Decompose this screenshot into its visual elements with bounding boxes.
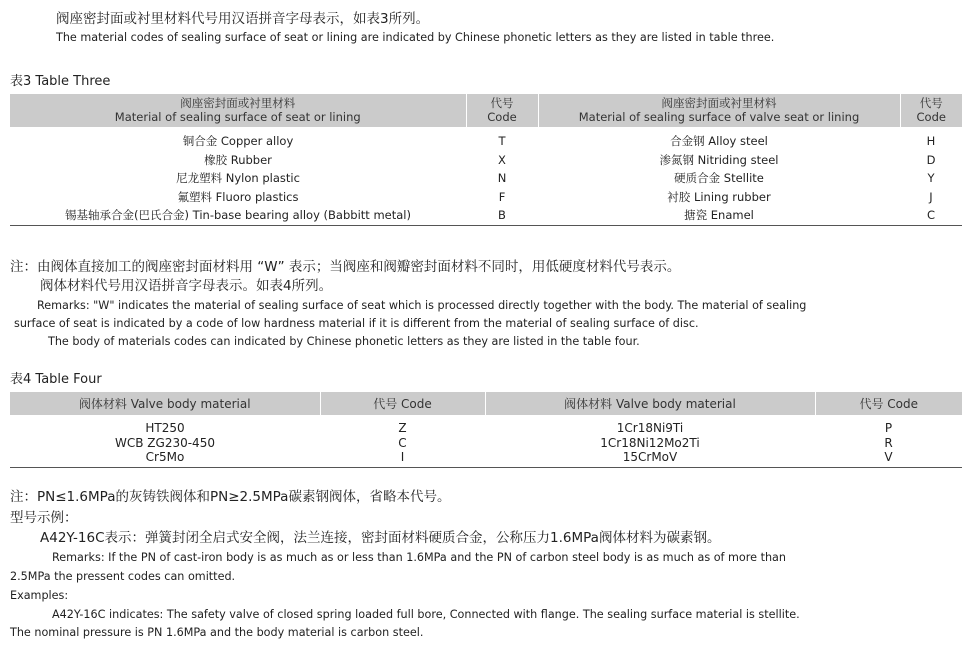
table3-header-material (10, 94, 466, 127)
header-en: Material of sealing surface of seat or lining (114, 110, 361, 124)
table-cell: 橡胶 Rubber (204, 152, 272, 167)
table3 (10, 94, 962, 226)
table-cell: T (498, 134, 506, 148)
table3-header-code-2 (900, 94, 962, 127)
table-row (10, 436, 962, 451)
table-cell: X (498, 152, 506, 167)
table-row (10, 450, 962, 467)
table-row (10, 206, 962, 225)
header-zh: 阀座密封面或衬里材料 (180, 96, 296, 110)
note1-en-line1: Remarks: "W" indicates the material of sealing surface of seat which is processed directly together with the body. The material of sealing (37, 299, 807, 312)
table-cell: N (497, 171, 507, 186)
intro-en: The material codes of sealing surface of seat or lining are indicated by Chinese phonetic letters as they are listed in table three. (56, 31, 775, 44)
table4-header (10, 392, 962, 415)
table-cell: Z (398, 421, 407, 435)
header-zh: 代号 (919, 96, 943, 110)
table-cell: Cr5Mo (145, 450, 185, 464)
example-en-line1: A42Y-16C indicates: The safety valve of closed spring loaded full bore, Connected with flange. The sealing surface material is stellite. (52, 608, 800, 621)
table-row (10, 151, 962, 170)
table-cell: Y (927, 171, 935, 186)
table-row (10, 188, 962, 207)
table3-header-material-2 (538, 94, 900, 127)
note1-en-line2: surface of seat is indicated by a code of low hardness material if it is different from the material of sealing surface of disc. (14, 317, 699, 330)
table-cell: D (926, 152, 936, 167)
note1-zh-line2: 阀体材料代号用汉语拼音字母表示。如表4所列。 (40, 278, 333, 294)
table-cell: 衬胶 Lining rubber (667, 189, 771, 204)
table-cell: 合金钢 Alloy steel (670, 134, 768, 148)
table-cell: WCB ZG230-450 (115, 435, 215, 450)
table3-title: 表3 Table Three (10, 74, 111, 89)
table-cell: V (884, 450, 893, 464)
table-cell: 氟塑料 Fluoro plastics (177, 189, 299, 204)
header-en: Material of sealing surface of valve seat or lining (578, 110, 860, 124)
table-row (10, 169, 962, 188)
note2-zh: 注：PN≤1.6MPa的灰铸铁阀体和PN≥2.5MPa碳素钢阀体，省略本代号。 (10, 489, 451, 505)
table-cell: 1Cr18Ni12Mo2Ti (600, 435, 700, 450)
table-cell: C (926, 208, 936, 223)
table-cell: 1Cr18Ni9Ti (616, 421, 684, 435)
examples-heading-en: Examples: (10, 589, 69, 602)
table-cell: 铜合金 Copper alloy (182, 134, 294, 148)
table-cell: P (884, 421, 893, 435)
table-row (10, 415, 962, 436)
table-cell: C (398, 435, 407, 450)
header-en: Code (916, 110, 946, 124)
table4 (10, 392, 962, 468)
table-cell: 锡基轴承合金(巴氏合金) Tin-base bearing alloy (Babbitt metal) (65, 208, 411, 223)
table-cell: F (498, 189, 506, 204)
table-cell: 尼龙塑料 Nylon plastic (176, 171, 300, 186)
table-cell: HT250 (145, 421, 185, 435)
table-cell: H (926, 134, 936, 148)
table3-header-code (466, 94, 538, 127)
table-cell: J (929, 189, 933, 204)
example-heading-zh: 型号示例： (10, 510, 78, 526)
header-zh: 代号 (490, 96, 514, 110)
example-zh: A42Y-16C表示：弹簧封闭全启式安全阀，法兰连接，密封面材料硬质合金，公称压力1.6MPa阀体材料为碳素钢。 (40, 530, 721, 546)
table4-header-material-2: 阀体材料 Valve body material (485, 392, 815, 415)
header-en: Code (487, 110, 517, 124)
table-row (10, 127, 962, 151)
note2-en-line1: Remarks: If the PN of cast-iron body is as much as or less than 1.6MPa and the PN of carbon steel body is as much as of more than (52, 551, 786, 564)
intro-zh: 阀座密封面或衬里材料代号用汉语拼音字母表示，如表3所列。 (56, 11, 430, 27)
table4-title: 表4 Table Four (10, 372, 102, 387)
table-cell: 渗氮钢 Nitriding steel (659, 152, 779, 167)
table-cell: B (498, 208, 506, 223)
note1-zh-line1: 注：由阀体直接加工的阀座密封面材料用 “W” 表示；当阀座和阀瓣密封面材料不同时，用低硬度材料代号表示。 (10, 259, 681, 275)
example-en-line2: The nominal pressure is PN 1.6MPa and the body material is carbon steel. (10, 626, 424, 639)
table4-header-material: 阀体材料 Valve body material (10, 392, 320, 415)
table3-header (10, 94, 962, 127)
table-cell: R (884, 435, 893, 450)
note1-en-line3: The body of materials codes can indicated by Chinese phonetic letters as they are listed in the table four. (48, 335, 640, 348)
header-zh: 阀座密封面或衬里材料 (661, 96, 777, 110)
table4-header-code: 代号 Code (320, 392, 485, 415)
note2-en-line2: 2.5MPa the pressent codes can omitted. (10, 570, 236, 583)
table-cell: 搪瓷 Enamel (684, 208, 754, 223)
table-cell: 硬质合金 Stellite (674, 171, 764, 186)
table-cell: 15CrMoV (622, 450, 678, 464)
table-cell: I (400, 450, 405, 464)
table4-header-code-2: 代号 Code (815, 392, 962, 415)
